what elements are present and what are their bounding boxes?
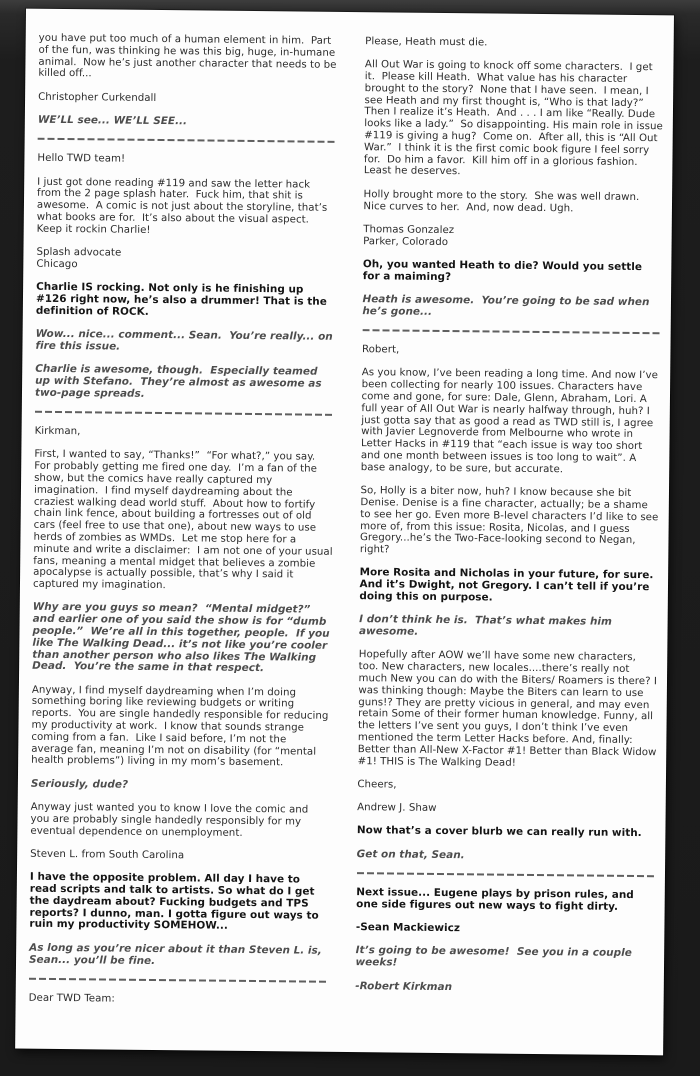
editor-response-italic: As long as you’re nicer about it than Steven L. is, Sean... you’ll be fine. xyxy=(29,941,326,967)
editor-response-italic: Why are you guys so mean? “Mental midget?” and earlier one of you said the show is for “dumb people.” We’re all in this together, people. If you like The Walking Dead... it’s not like you’re cooler than another person who also likes The Walking Dead. You’re the same in that respect. xyxy=(32,601,334,675)
section-divider xyxy=(362,329,660,334)
letter-text: Steven L. from South Carolina xyxy=(30,848,185,862)
letter-text: As you know, I’ve been reading a long time. And now I’ve been collecting for nearly 100 issues. Characters have come and gone, for sure: Dale, Glenn, Abraham, Lori. A full year of All Out War is nearly halfway through, huh? I just gotta say that as good a read as TWD still is, I agree with Javier Legnoverde from Melbourne who wrote in Letter Hacks in #119 that “each issue is way too short and one month between issues is too long to wait”. A base analogy, to be sure, but accurate. xyxy=(360,367,662,476)
letter-text: First, I wanted to say, “Thanks!” “For what?,” you say. For probably getting me fired one day. I’m a fan of the show, but the comics have really captured my imagination. I find myself daydreaming about the craziest walking dead world stuff. About how to fortify chain link fence, about building a fortresses out of old cars (feel free to use that one), about new ways to use herds of zombies as WMDs. Let me stop here for a minute and write a disclaimer: I am not one of your usual fans, meaning a mental midget that believes a zombie apocalypse is actually possible, that’s why I said it captured my imagination. xyxy=(32,449,336,592)
letter-text: So, Holly is a biter now, huh? I know because she bit Denise. Denise is a fine character, actually; be a shame to see her go. Even more B-level characters I’d like to see more of, from this issue: Rosita, Nicolas, and I guess Gregory...he’s the Two-Face-looking second to Negan, right? xyxy=(359,485,662,556)
letters-column-right xyxy=(355,36,665,1055)
editor-response-italic: Seriously, dude? xyxy=(30,777,129,791)
editor-response-italic: WE’LL see... WE’LL SEE... xyxy=(37,113,188,128)
letter-text: Kirkman, xyxy=(34,425,81,438)
editor-response: I have the opposite problem. All day I have to read scripts and talk to artists. So what do I get the daydream about? Fucking budgets and TPS reports? I dunno, man. I gotta figure out ways to ruin my productivity SOMEHOW... xyxy=(29,870,323,933)
letter-text: Hello TWD team! xyxy=(37,153,126,165)
section-divider xyxy=(38,138,336,143)
letter-text: Splash advocate Chicago xyxy=(36,246,122,271)
letters-page xyxy=(15,9,674,1056)
letter-text: Andrew J. Shaw xyxy=(357,802,437,815)
editor-response: More Rosita and Nicholas in your future, for sure. And it’s Dwight, not Gregory. I can’t tell if you’re doing this on purpose. xyxy=(359,566,658,604)
editor-response: Oh, you wanted Heath to die? Would you settle for a maiming? xyxy=(362,258,646,283)
editor-response: Next issue... Eugene plays by prison rules, and one side figures out new ways to fight dirty. xyxy=(356,886,638,913)
letter-text: you have put too much of a human element in him. Part of the fun, was thinking he was this big, huge, in-humane animal. Now he’s just another character that needs to be killed off... xyxy=(38,32,340,80)
editor-response-italic: Get on that, Sean. xyxy=(356,847,465,861)
editor-response-italic: Wow... nice... comment... Sean. You’re really... on fire this issue. xyxy=(35,327,337,353)
letter-text: Cheers, xyxy=(357,778,397,791)
editor-response: -Sean Mackiewicz xyxy=(355,921,461,935)
section-divider xyxy=(35,411,333,416)
section-divider xyxy=(356,872,654,877)
letter-text: Hopefully after AOW we’ll have some new characters, too. New characters, new locales....there’s really not much New you can do with the Biters/ Roamers is there? I was thinking though: Maybe the Biters can learn to use guns!? They are pretty vicious in general, and may even retain Some of their former human knowledge. Funny, all the letters I’ve sent you guys, I don’t think I’ve even mentioned the term Letter Hacks before. And, finally: Better than All-New X-Factor #1! Better than Black Widow #1! THIS is The Walking Dead! xyxy=(357,649,661,769)
editor-response-italic: Charlie is awesome, though. Especially teamed up with Stefano. They’re almost as awesome as two-page spreads. xyxy=(34,362,326,400)
letter-text: All Out War is going to knock off some characters. I get it. Please kill Heath. What value has his character brought to the story? None that I have seen. I mean, I see Heath and my first thought is, “Who is that lady?” Then I realize it’s Heath. And . . . I am like “Really. Dude looks like a lady.” So disappointing. His main role in issue #119 is giving a hug? Come on. After all, this is “All Out War.” I think it is the first comic book figure I feel sorry for. Do him a favor. Kill him off in a glorious fashion. Least he deserves. xyxy=(363,59,667,178)
editor-response: Charlie IS rocking. Not only is he finishing up #126 right now, he’s also a drummer! That is the definition of ROCK. xyxy=(35,280,331,318)
section-divider xyxy=(29,978,327,983)
letters-column-left xyxy=(28,33,338,1052)
letter-text: Thomas Gonzalez Parker, Colorado xyxy=(363,224,455,248)
letter-text: Holly brought more to the story. She was well drawn. Nice curves to her. And, now dead. Ugh. xyxy=(363,188,643,214)
editor-response-italic: -Robert Kirkman xyxy=(355,979,453,993)
letter-text: Christopher Curkendall xyxy=(38,91,157,104)
letter-text: I just got done reading #119 and saw the letter hack from the 2 page splash hater. Fuck him, that shit is awesome. A comic is not just about the storyline, that’s what books are for. It’s also about the visual aspect. Keep it rockin Charlie! xyxy=(36,176,331,236)
letter-text: Dear TWD Team: xyxy=(28,992,115,1005)
letter-text: Anyway just wanted you to know I love the comic and you are probably single handedly responsibly for my eventual dependence on unemployment. xyxy=(30,801,312,839)
editor-response: Now that’s a cover blurb we can really run with. xyxy=(356,824,642,840)
editor-response-italic: It’s going to be awesome! See you in a couple weeks! xyxy=(355,944,636,969)
letter-text: Please, Heath must die. xyxy=(365,36,488,49)
editor-response-italic: Heath is awesome. You’re going to be sad when he’s gone... xyxy=(362,293,654,318)
letter-text: Anyway, I find myself daydreaming when I’m doing something boring like reviewing budgets or writing reports. You are single handedly responsible for reducing my productivity at work. I know that sounds strange coming from a fan. Like I said before, I’m not the average fan, meaning I’m not on disability (for “mental health problems”) living in my mom’s basement. xyxy=(31,684,332,769)
letter-text: Robert, xyxy=(361,344,400,356)
editor-response-italic: I don’t think he is. That’s what makes him awesome. xyxy=(358,613,616,638)
